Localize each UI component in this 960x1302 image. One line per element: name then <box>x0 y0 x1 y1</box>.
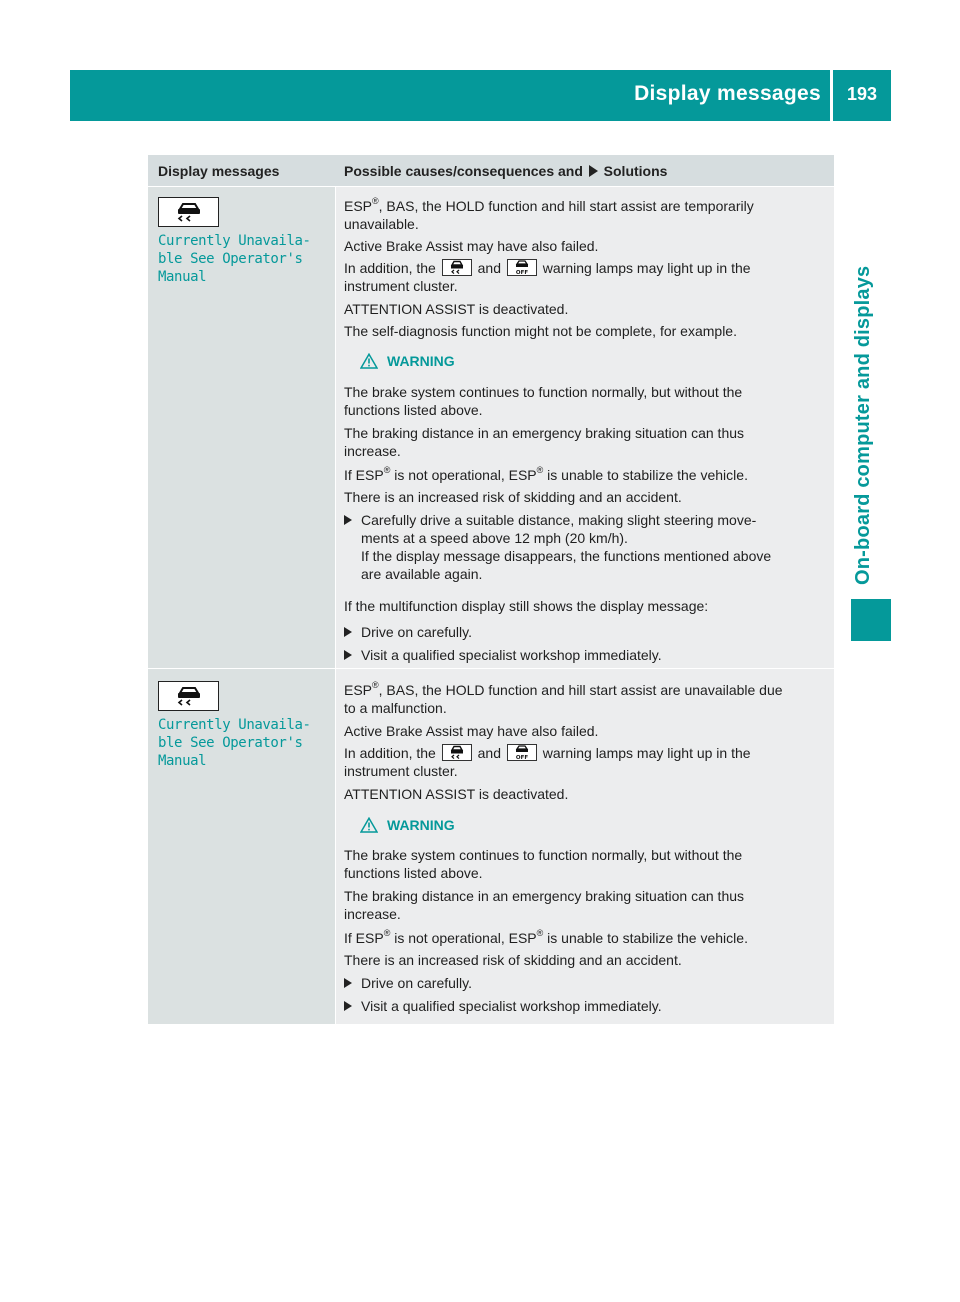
paragraph: In addition, the and OFF warning lamps may light up in the <box>344 745 751 761</box>
table-row: Currently Unavaila‐ ble See Operator's Manual ESP®, BAS, the HOLD function and hill start assist are unavailable due to a malfunction. Active Brake Assist may have also failed. In addition, the and OFF warning lamps may light up in the instrument cluster. ATTENTION ASSIST is deactivated. WARNING The brake system continues to function normally, but without the functions listed above. The braking distance in an emergency braking situation can thus increase. If ESP® is not operational, ESP® is unable to stabilize the vehicle. There is an increased risk of skidding and an accident. Drive on carefully. Visit a qualified specialist workshop immediately. <box>148 669 834 1024</box>
display-message-text: Currently Unavaila‐ ble See Operator's Manual <box>158 233 311 285</box>
paragraph: Active Brake Assist may have also failed. <box>344 238 599 254</box>
warning-text: increase. <box>344 443 401 459</box>
action-arrow-icon <box>344 978 352 988</box>
warning-text: If ESP® is not operational, ESP® is unable to stabilize the vehicle. <box>344 465 748 483</box>
warning-heading: WARNING <box>360 353 455 369</box>
paragraph: instrument cluster. <box>344 763 458 779</box>
paragraph: unavailable. <box>344 216 419 232</box>
brake-skid-icon <box>158 681 219 711</box>
column-header-causes-solutions <box>344 163 667 179</box>
esp-off-icon <box>507 744 537 761</box>
table-header <box>148 155 834 186</box>
warning-text: The braking distance in an emergency braking situation can thus <box>344 888 745 904</box>
section-side-tab-label: On-board computer and displays <box>852 265 874 585</box>
warning-triangle-icon <box>360 817 378 833</box>
paragraph: to a malfunction. <box>344 700 447 716</box>
warning-text: functions listed above. <box>344 865 483 881</box>
svg-text:OFF: OFF <box>515 755 528 760</box>
paragraph: ESP®, BAS, the HOLD function and hill start assist are unavailable due <box>344 680 783 698</box>
section-side-tab-block <box>851 599 891 641</box>
esp-off-icon <box>507 259 537 276</box>
page-title: Display messages <box>634 82 821 105</box>
action-arrow-icon <box>344 627 352 637</box>
column-header-display-messages: Display messages <box>158 163 280 179</box>
table-row: Currently Unavaila‐ ble See Operator's Manual ESP®, BAS, the HOLD function and hill start assist are temporarily unavailable. Active Brake Assist may have also failed. In addition, the and OFF warning lamps may light up in the instrument cluster. ATTENTION ASSIST is deactivated. The self-diagnosis function might not be complete, for example. WARNING The brake system continues to function normally, but without the functions listed above. The braking distance in an emergency braking situation can thus increase. If ESP® is not operational, ESP® is unable to stabilize the vehicle. There is an increased risk of skidding and an accident. Carefully drive a suitable distance, making slight steering move‐ ments at a speed above 12 mph (20 km/h). If the display message disappears, the functions mentioned above are available again. If the multifunction display still shows the display message: Drive on carefully. Visit a qualified specialist workshop immediately. <box>148 187 834 668</box>
svg-text:OFF: OFF <box>515 270 528 275</box>
warning-text: increase. <box>344 906 401 922</box>
warning-text: If ESP® is not operational, ESP® is unable to stabilize the vehicle. <box>344 928 748 946</box>
action-arrow-icon <box>589 165 598 177</box>
display-message-text: Currently Unavaila‐ ble See Operator's Manual <box>158 717 311 769</box>
warning-text: There is an increased risk of skidding and an accident. <box>344 952 682 968</box>
column-header-prefix: Possible causes/consequences and <box>344 163 583 179</box>
brake-skid-icon <box>158 197 219 227</box>
warning-heading: WARNING <box>360 817 455 833</box>
display-messages-table <box>148 155 834 1024</box>
action-arrow-icon <box>344 1001 352 1011</box>
action-arrow-icon <box>344 515 352 525</box>
paragraph: ESP®, BAS, the HOLD function and hill start assist are temporarily <box>344 196 754 214</box>
page-number: 193 <box>846 84 878 104</box>
action-arrow-icon <box>344 650 352 660</box>
warning-text: The brake system continues to function normally, but without the <box>344 847 743 863</box>
paragraph: In addition, the and OFF warning lamps may light up in the <box>344 260 751 276</box>
brake-skid-icon <box>442 744 472 761</box>
warning-text: There is an increased risk of skidding and an accident. <box>344 489 682 505</box>
paragraph: instrument cluster. <box>344 278 458 294</box>
paragraph: ATTENTION ASSIST is deactivated. <box>344 301 569 317</box>
paragraph: Active Brake Assist may have also failed. <box>344 723 599 739</box>
brake-skid-icon <box>442 259 472 276</box>
paragraph: If the multifunction display still shows the display message: <box>344 598 709 614</box>
warning-text: The braking distance in an emergency braking situation can thus <box>344 425 745 441</box>
warning-triangle-icon <box>360 353 378 369</box>
paragraph: ATTENTION ASSIST is deactivated. <box>344 786 569 802</box>
paragraph: The self-diagnosis function might not be complete, for example. <box>344 323 737 339</box>
warning-text: The brake system continues to function normally, but without the <box>344 384 743 400</box>
page-header-bar <box>70 70 891 121</box>
column-header-suffix: Solutions <box>603 163 668 179</box>
warning-text: functions listed above. <box>344 402 483 418</box>
